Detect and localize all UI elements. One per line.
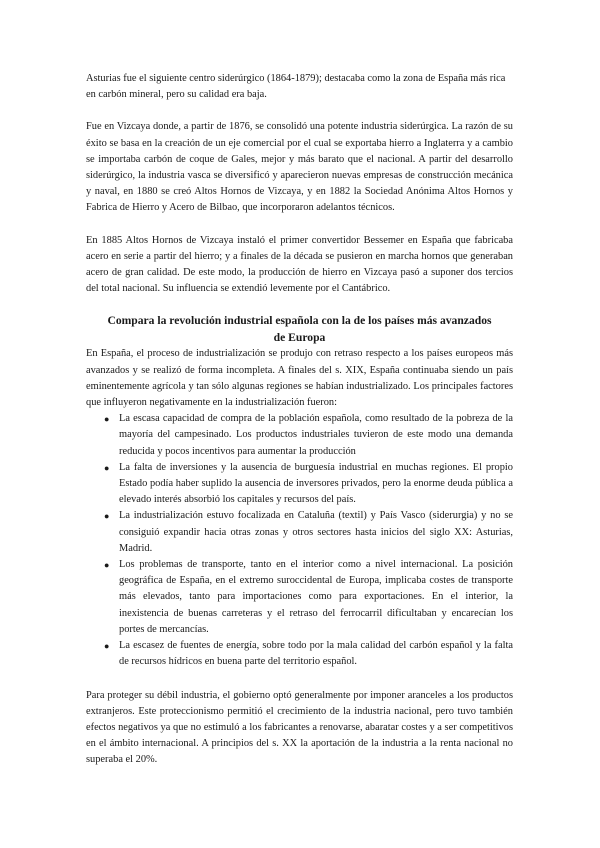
paragraph-vizcaya: Fue en Vizcaya donde, a partir de 1876, se consolidó una potente industria siderúrgica. La razón de su éxito se basa en la creación de un eje comercial por el cual se exportaba hierro a Inglaterra y a cambio se importaba carbón de coque de Gales, mejor y más barato que el nacional. A partir del desarrollo siderúrgico, la industria vasca se diversificó y aparecieron nuevas empresas de construcción mecánica y naval, en 1880 se creó Altos Hornos de Vizcaya, y en 1882 la Sociedad Anónima Altos Hornos y Fabrica de Hierro y Acero de Bilbao, que incorporaron adelantos técnicos. xyxy=(86,121,513,214)
list-item-text: Los problemas de transporte, tanto en el interior como a nivel internacional. La posición geográfica de España, en el extremo suroccidental de Europa, implicaba costes de transporte más elevados, tanto para importaciones como para exportaciones. En el interior, la inexistencia de buenas carreteras y el retraso del ferrocarril dificultaban y encarecían los portes de mercancías. xyxy=(119,559,513,635)
list-item xyxy=(104,460,513,509)
bullet-icon: ● xyxy=(104,560,110,571)
bullet-icon: ● xyxy=(104,511,110,522)
list-item xyxy=(104,557,513,638)
list-item-text: La escasez de fuentes de energía, sobre todo por la mala calidad del carbón español y la falta de recursos hídricos en buena parte del territorio español. xyxy=(119,640,513,668)
list-item xyxy=(104,638,513,670)
bullet-icon: ● xyxy=(104,462,110,473)
list-item xyxy=(104,508,513,557)
bullet-icon: ● xyxy=(104,641,110,652)
paragraph-bessemer: En 1885 Altos Hornos de Vizcaya instaló el primer convertidor Bessemer en España que fabricaba acero en serie a partir del hierro; y a finales de la década se pusieron en marcha hornos que generaban acero de gran calidad. De este modo, la producción de hierro en Vizcaya pasó a suponer dos tercios del total nacional. Su influencia se extendió levemente por el Cantábrico. xyxy=(86,234,513,295)
factors-list xyxy=(86,411,513,670)
paragraph-asturias: Asturias fue el siguiente centro siderúrgico (1864-1879); destacaba como la zona de España más rica en carbón mineral, pero su calidad era baja. xyxy=(86,73,506,101)
list-item-text: La escasa capacidad de compra de la población española, como resultado de la pobreza de la mayoría del campesinado. Los productos industriales tuvieron de este modo una demanda reducida y pocos incentivos para aumentar la producción xyxy=(119,413,513,457)
document-body xyxy=(86,71,513,769)
bullet-icon: ● xyxy=(104,414,110,425)
section-heading: Compara la revolución industrial española con la de los países más avanzados de Europa xyxy=(107,314,492,344)
section-intro: En España, el proceso de industrialización se produjo con retraso respecto a los países europeos más avanzados y se realizó de forma incompleta. A finales del s. XIX, España continuaba siendo un país eminentemente agrícola y tan sólo algunas regiones se habían industrializado. Los principales factores que influyeron negativamente en la industrialización fueron: xyxy=(86,348,513,409)
paragraph-proteccionismo: Para proteger su débil industria, el gobierno optó generalmente por imponer aranceles a los productos extranjeros. Este proteccionismo permitió el crecimiento de la industria nacional, pero tuvo también efectos negativos ya que no estimuló a los fabricantes a renovarse, abaratar costes y a ser competitivos en el ámbito internacional. A principios del s. XX la aportación de la industria a la renta nacional no superaba el 20%. xyxy=(86,689,513,766)
list-item xyxy=(104,411,513,460)
list-item-text: La falta de inversiones y la ausencia de burguesía industrial en muchas regiones. El propio Estado podía haber suplido la ausencia de inversores privados, pero la enorme deuda pública a elevado interés absorbió los capitales y recursos del país. xyxy=(119,461,513,506)
list-item-text: La industrialización estuvo focalizada en Cataluña (textil) y País Vasco (siderurgia) y no se consiguió expandir hacia otras zonas y otros sectores hasta inicios del siglo XX: Asturias, Madrid. xyxy=(119,510,513,554)
